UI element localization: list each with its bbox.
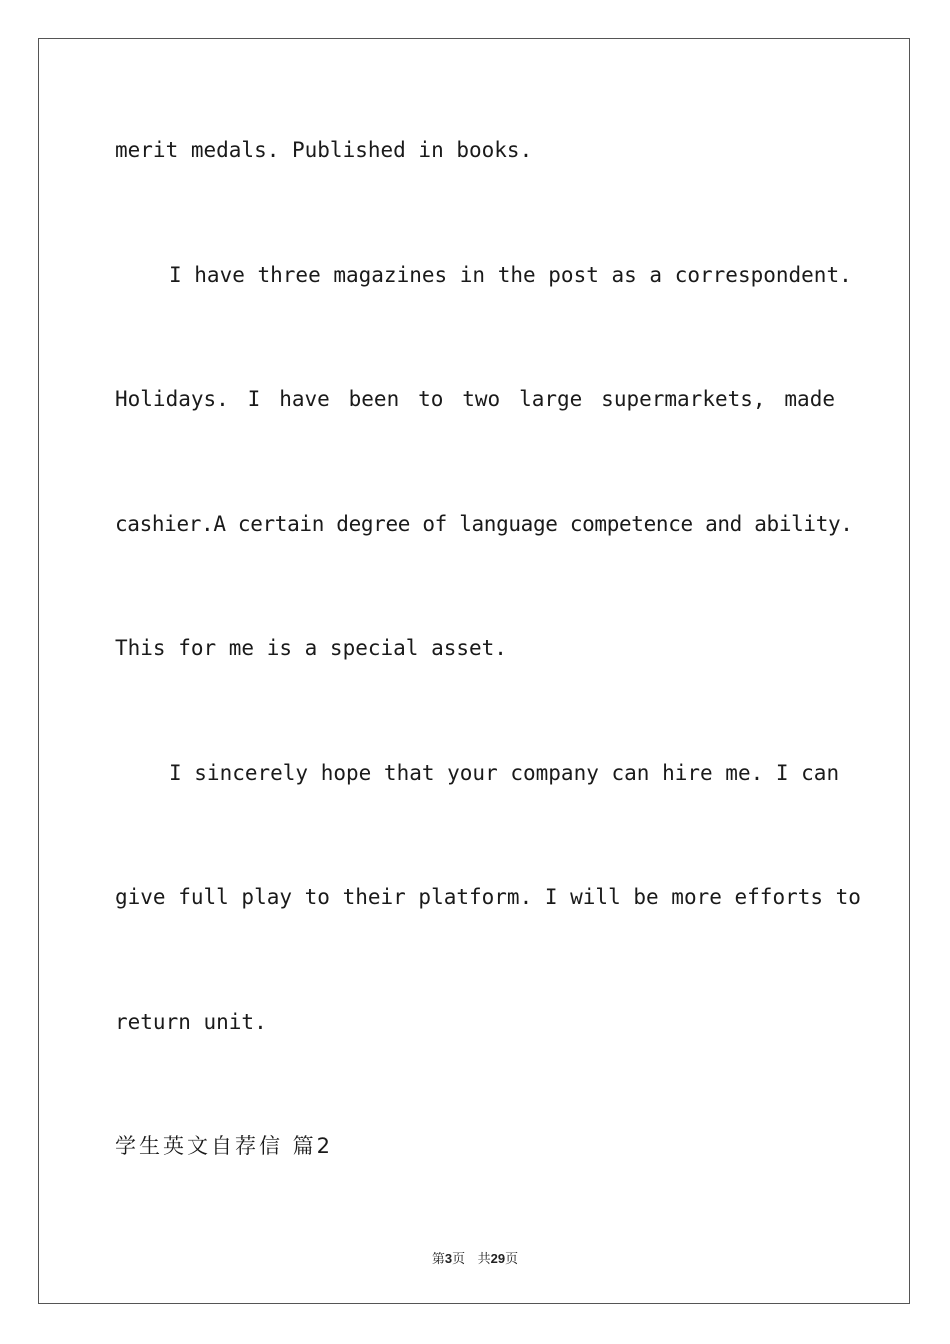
section-heading: 学生英文自荐信 篇2 — [115, 1134, 334, 1158]
page-footer — [0, 1248, 950, 1267]
total-pages-number: 29 — [490, 1251, 506, 1266]
text-line: This for me is a special asset. — [115, 636, 507, 660]
text-line: cashier.A certain degree of language competence and ability. — [115, 512, 853, 536]
current-page-number: 3 — [444, 1251, 453, 1266]
page-border — [38, 38, 910, 1304]
total-prefix: 共 — [477, 1252, 491, 1267]
page-prefix: 第 — [431, 1252, 445, 1267]
text-line: give full play to their platform. I will be more efforts to — [115, 885, 861, 909]
text-line: I sincerely hope that your company can hire me. I can — [169, 761, 840, 785]
text-line: merit medals. Published in books. — [115, 138, 533, 162]
page-suffix: 页 — [452, 1252, 466, 1267]
total-suffix: 页 — [505, 1252, 519, 1267]
text-line: Holidays. I have been to two large supermarkets, made — [115, 387, 835, 411]
text-line: I have three magazines in the post as a correspondent. — [169, 263, 852, 287]
text-line: return unit. — [115, 1010, 267, 1034]
